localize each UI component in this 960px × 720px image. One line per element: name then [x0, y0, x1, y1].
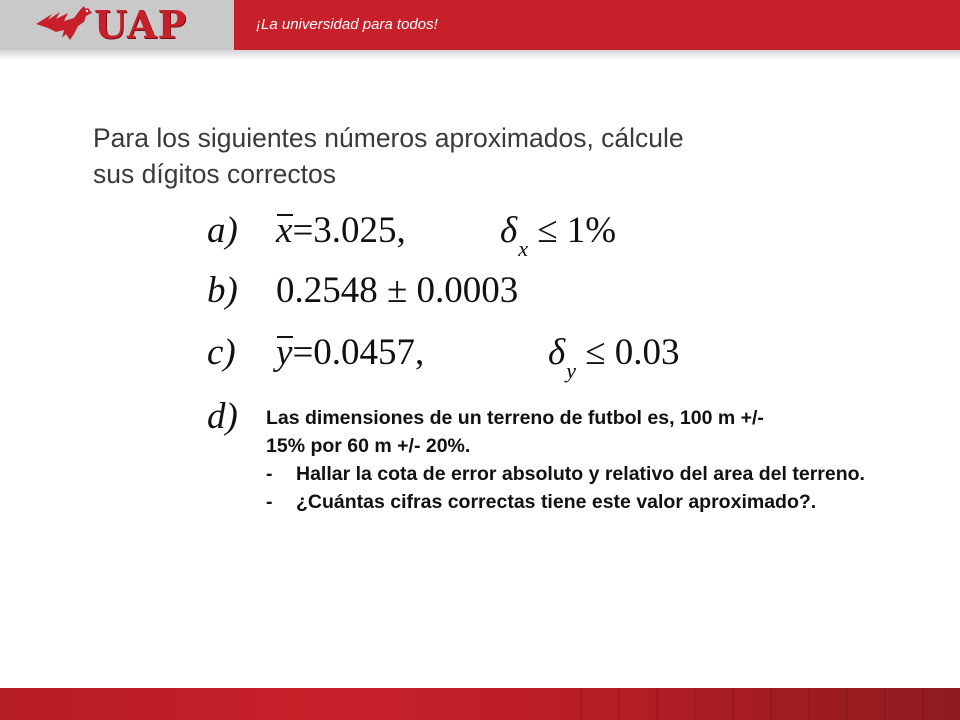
item-d-line-1: Las dimensiones de un terreno de futbol es, 100 m +/-: [266, 407, 764, 429]
header-bar: [0, 0, 960, 50]
item-c-constraint: [548, 332, 680, 383]
title-line-2: sus dígitos correctos: [93, 159, 337, 189]
item-a-constraint: [500, 210, 617, 261]
item-c-label: c): [207, 332, 236, 373]
item-d-text: [266, 404, 876, 516]
bullet-text: Hallar la cota de error absoluto y relativo del area del terreno.: [296, 463, 865, 485]
slogan-bar: [234, 0, 960, 50]
pegasus-logo-icon: [34, 4, 96, 44]
page-title: [93, 120, 853, 192]
item-a-variable: x: [276, 210, 293, 251]
item-a-delta: δ: [500, 210, 518, 251]
item-d-bullet-2: [266, 488, 876, 516]
item-b: [0, 272, 960, 316]
footer-bar: [0, 688, 960, 720]
item-c: [0, 334, 960, 382]
item-d-bullet-1: [266, 460, 876, 488]
item-c-value: =0.0457,: [292, 332, 425, 373]
item-b-label: b): [207, 270, 238, 311]
bullet-dash: -: [266, 491, 273, 513]
item-a: [0, 210, 960, 261]
bullet-dash: -: [266, 463, 273, 485]
item-b-expression: 0.2548 ± 0.0003: [276, 270, 519, 311]
item-c-variable: y: [276, 332, 293, 373]
item-a-equation: [276, 212, 406, 249]
item-a-subscript: x: [518, 236, 528, 261]
item-a-label: a): [207, 210, 238, 251]
item-a-value: =3.025,: [292, 210, 406, 251]
item-c-relation: ≤ 0.03: [585, 332, 680, 373]
header-shadow: [0, 50, 960, 60]
title-line-1: Para los siguientes números aproximados, cálcule: [93, 123, 684, 153]
item-d-label: d): [207, 396, 238, 437]
item-c-subscript: y: [566, 358, 576, 383]
slogan: ¡La universidad para todos!: [256, 16, 438, 33]
logo-text: UAP: [94, 2, 188, 47]
item-c-equation: [276, 334, 424, 371]
bullet-text: ¿Cuántas cifras correctas tiene este valor aproximado?.: [296, 491, 817, 513]
footer-texture: [580, 688, 960, 720]
item-d-line-2: 15% por 60 m +/- 20%.: [266, 435, 471, 457]
logo-panel: [0, 0, 234, 50]
item-a-relation: ≤ 1%: [537, 210, 617, 251]
item-d-label-wrap: [0, 398, 260, 442]
item-c-delta: δ: [548, 332, 566, 373]
